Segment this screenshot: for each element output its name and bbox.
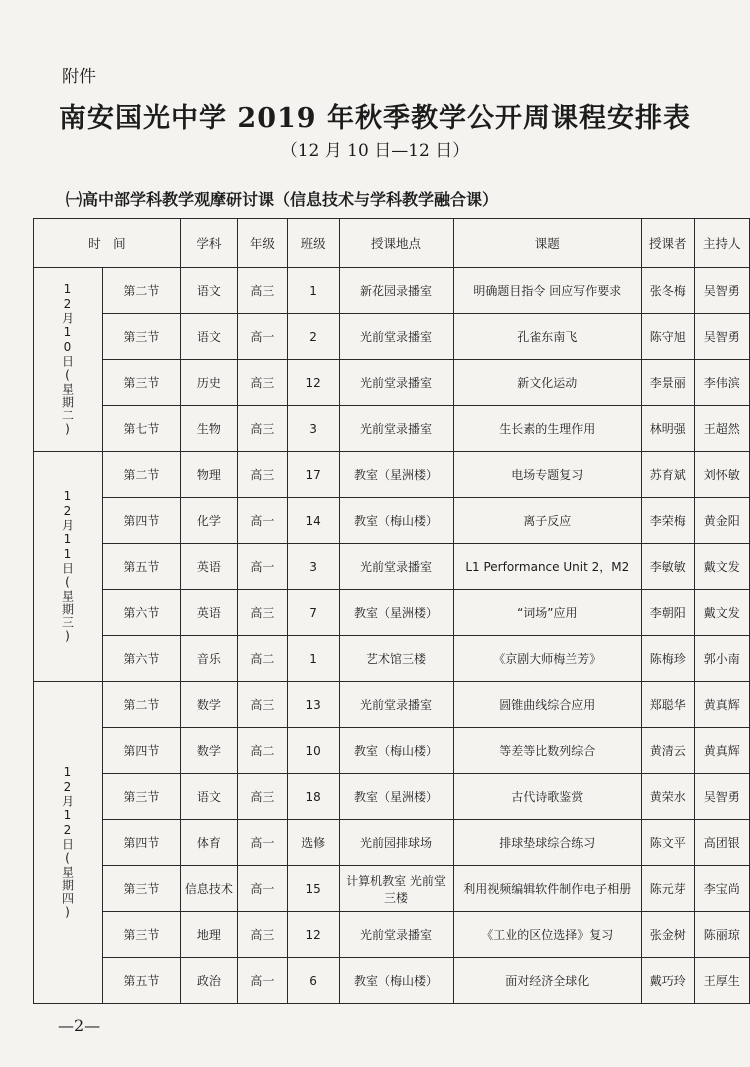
grade-cell: 高一 <box>237 866 287 912</box>
host-cell: 郭小南 <box>694 636 749 682</box>
subject-cell: 语文 <box>180 268 237 314</box>
location-cell: 教室（星洲楼） <box>339 452 453 498</box>
class-cell: 15 <box>287 866 339 912</box>
class-cell: 1 <box>287 268 339 314</box>
table-row <box>34 682 750 728</box>
subject-cell: 生物 <box>180 406 237 452</box>
topic-cell: 面对经济全球化 <box>453 958 641 1004</box>
document-title: 南安国光中学 2019 年秋季教学公开周课程安排表 <box>59 103 691 134</box>
class-cell: 选修 <box>287 820 339 866</box>
class-cell: 1 <box>287 636 339 682</box>
location-cell: 教室（梅山楼） <box>339 958 453 1004</box>
class-cell: 14 <box>287 498 339 544</box>
subject-cell: 数学 <box>180 728 237 774</box>
host-cell: 吴智勇 <box>694 314 749 360</box>
subject-cell: 物理 <box>180 452 237 498</box>
grade-cell: 高一 <box>237 498 287 544</box>
column-header: 主持人 <box>694 219 749 268</box>
grade-cell: 高一 <box>237 958 287 1004</box>
table-row <box>34 912 750 958</box>
topic-cell: 圆锥曲线综合应用 <box>453 682 641 728</box>
grade-cell: 高三 <box>237 452 287 498</box>
table-header-row <box>34 219 750 268</box>
class-cell: 12 <box>287 360 339 406</box>
subject-cell: 音乐 <box>180 636 237 682</box>
date-cell: 12月10日(星期二) <box>34 268 103 452</box>
teacher-cell: 陈守旭 <box>642 314 695 360</box>
host-cell: 王厚生 <box>694 958 749 1004</box>
subject-cell: 英语 <box>180 590 237 636</box>
location-cell: 光前堂录播室 <box>339 912 453 958</box>
grade-cell: 高三 <box>237 912 287 958</box>
period-cell: 第四节 <box>103 728 181 774</box>
host-cell: 李宝尚 <box>694 866 749 912</box>
location-cell: 新花园录播室 <box>339 268 453 314</box>
class-cell: 17 <box>287 452 339 498</box>
column-header: 年级 <box>237 219 287 268</box>
grade-cell: 高二 <box>237 636 287 682</box>
location-cell: 教室（星洲楼） <box>339 590 453 636</box>
topic-cell: 《京剧大师梅兰芳》 <box>453 636 641 682</box>
topic-cell: 古代诗歌鉴赏 <box>453 774 641 820</box>
period-cell: 第三节 <box>103 774 181 820</box>
date-cell: 12月12日(星期四) <box>34 682 103 1004</box>
location-cell: 教室（星洲楼） <box>339 774 453 820</box>
host-cell: 戴文发 <box>694 544 749 590</box>
grade-cell: 高三 <box>237 590 287 636</box>
table-row <box>34 820 750 866</box>
column-header: 授课者 <box>642 219 695 268</box>
teacher-cell: 张金树 <box>642 912 695 958</box>
period-cell: 第六节 <box>103 636 181 682</box>
teacher-cell: 黄清云 <box>642 728 695 774</box>
host-cell: 李伟滨 <box>694 360 749 406</box>
topic-cell: L1 Performance Unit 2，M2 <box>453 544 641 590</box>
grade-cell: 高二 <box>237 728 287 774</box>
subject-cell: 信息技术 <box>180 866 237 912</box>
host-cell: 黄金阳 <box>694 498 749 544</box>
schedule-table <box>33 218 750 1004</box>
class-cell: 7 <box>287 590 339 636</box>
teacher-cell: 李朝阳 <box>642 590 695 636</box>
location-cell: 计算机教室 光前堂三楼 <box>339 866 453 912</box>
class-cell: 12 <box>287 912 339 958</box>
location-cell: 光前堂录播室 <box>339 682 453 728</box>
grade-cell: 高一 <box>237 820 287 866</box>
grade-cell: 高三 <box>237 406 287 452</box>
subject-cell: 体育 <box>180 820 237 866</box>
grade-cell: 高一 <box>237 544 287 590</box>
teacher-cell: 张冬梅 <box>642 268 695 314</box>
teacher-cell: 黄荣水 <box>642 774 695 820</box>
location-cell: 光前堂录播室 <box>339 544 453 590</box>
table-row <box>34 958 750 1004</box>
period-cell: 第四节 <box>103 498 181 544</box>
topic-cell: 电场专题复习 <box>453 452 641 498</box>
topic-cell: 生长素的生理作用 <box>453 406 641 452</box>
period-cell: 第五节 <box>103 544 181 590</box>
host-cell: 黄真辉 <box>694 682 749 728</box>
table-row <box>34 498 750 544</box>
subject-cell: 英语 <box>180 544 237 590</box>
attachment-label: 附件 <box>62 67 96 87</box>
table-row <box>34 406 750 452</box>
host-cell: 王超然 <box>694 406 749 452</box>
period-cell: 第三节 <box>103 360 181 406</box>
teacher-cell: 李敏敏 <box>642 544 695 590</box>
column-header: 学科 <box>180 219 237 268</box>
teacher-cell: 林明强 <box>642 406 695 452</box>
teacher-cell: 陈文平 <box>642 820 695 866</box>
class-cell: 2 <box>287 314 339 360</box>
period-cell: 第二节 <box>103 682 181 728</box>
class-cell: 3 <box>287 544 339 590</box>
teacher-cell: 李荣梅 <box>642 498 695 544</box>
host-cell: 陈丽琼 <box>694 912 749 958</box>
topic-cell: “词场”应用 <box>453 590 641 636</box>
location-cell: 艺术馆三楼 <box>339 636 453 682</box>
grade-cell: 高三 <box>237 268 287 314</box>
column-header: 时 间 <box>34 219 181 268</box>
grade-cell: 高一 <box>237 314 287 360</box>
period-cell: 第二节 <box>103 452 181 498</box>
period-cell: 第三节 <box>103 866 181 912</box>
page-number: —2— <box>58 1016 101 1035</box>
class-cell: 10 <box>287 728 339 774</box>
period-cell: 第二节 <box>103 268 181 314</box>
table-row <box>34 360 750 406</box>
teacher-cell: 戴巧玲 <box>642 958 695 1004</box>
host-cell: 吴智勇 <box>694 268 749 314</box>
column-header: 班级 <box>287 219 339 268</box>
location-cell: 光前堂录播室 <box>339 314 453 360</box>
topic-cell: 《工业的区位选择》复习 <box>453 912 641 958</box>
class-cell: 6 <box>287 958 339 1004</box>
class-cell: 13 <box>287 682 339 728</box>
topic-cell: 利用视频编辑软件制作电子相册 <box>453 866 641 912</box>
table-row <box>34 268 750 314</box>
location-cell: 光前园排球场 <box>339 820 453 866</box>
location-cell: 教室（梅山楼） <box>339 498 453 544</box>
period-cell: 第三节 <box>103 314 181 360</box>
location-cell: 光前堂录播室 <box>339 360 453 406</box>
subject-cell: 数学 <box>180 682 237 728</box>
topic-cell: 孔雀东南飞 <box>453 314 641 360</box>
host-cell: 刘怀敏 <box>694 452 749 498</box>
topic-cell: 等差等比数列综合 <box>453 728 641 774</box>
topic-cell: 离子反应 <box>453 498 641 544</box>
subject-cell: 历史 <box>180 360 237 406</box>
topic-cell: 新文化运动 <box>453 360 641 406</box>
period-cell: 第四节 <box>103 820 181 866</box>
subject-cell: 地理 <box>180 912 237 958</box>
subject-cell: 语文 <box>180 774 237 820</box>
table-row <box>34 636 750 682</box>
period-cell: 第七节 <box>103 406 181 452</box>
teacher-cell: 郑聪华 <box>642 682 695 728</box>
date-cell: 12月11日(星期三) <box>34 452 103 682</box>
period-cell: 第六节 <box>103 590 181 636</box>
class-cell: 18 <box>287 774 339 820</box>
period-cell: 第三节 <box>103 912 181 958</box>
teacher-cell: 李景丽 <box>642 360 695 406</box>
date-range: （12 月 10 日—12 日） <box>280 141 470 161</box>
subject-cell: 语文 <box>180 314 237 360</box>
table-row <box>34 774 750 820</box>
class-cell: 3 <box>287 406 339 452</box>
column-header: 授课地点 <box>339 219 453 268</box>
table-row <box>34 544 750 590</box>
host-cell: 吴智勇 <box>694 774 749 820</box>
grade-cell: 高三 <box>237 682 287 728</box>
host-cell: 高团银 <box>694 820 749 866</box>
section-heading: ㈠高中部学科教学观摩研讨课（信息技术与学科教学融合课） <box>66 190 499 209</box>
topic-cell: 排球垫球综合练习 <box>453 820 641 866</box>
host-cell: 黄真辉 <box>694 728 749 774</box>
location-cell: 教室（梅山楼） <box>339 728 453 774</box>
location-cell: 光前堂录播室 <box>339 406 453 452</box>
host-cell: 戴文发 <box>694 590 749 636</box>
table-row <box>34 452 750 498</box>
teacher-cell: 陈梅珍 <box>642 636 695 682</box>
grade-cell: 高三 <box>237 774 287 820</box>
table-row <box>34 314 750 360</box>
table-row <box>34 590 750 636</box>
teacher-cell: 陈元芽 <box>642 866 695 912</box>
subject-cell: 化学 <box>180 498 237 544</box>
topic-cell: 明确题目指令 回应写作要求 <box>453 268 641 314</box>
period-cell: 第五节 <box>103 958 181 1004</box>
column-header: 课题 <box>453 219 641 268</box>
teacher-cell: 苏育斌 <box>642 452 695 498</box>
subject-cell: 政治 <box>180 958 237 1004</box>
table-row <box>34 728 750 774</box>
grade-cell: 高三 <box>237 360 287 406</box>
table-row <box>34 866 750 912</box>
